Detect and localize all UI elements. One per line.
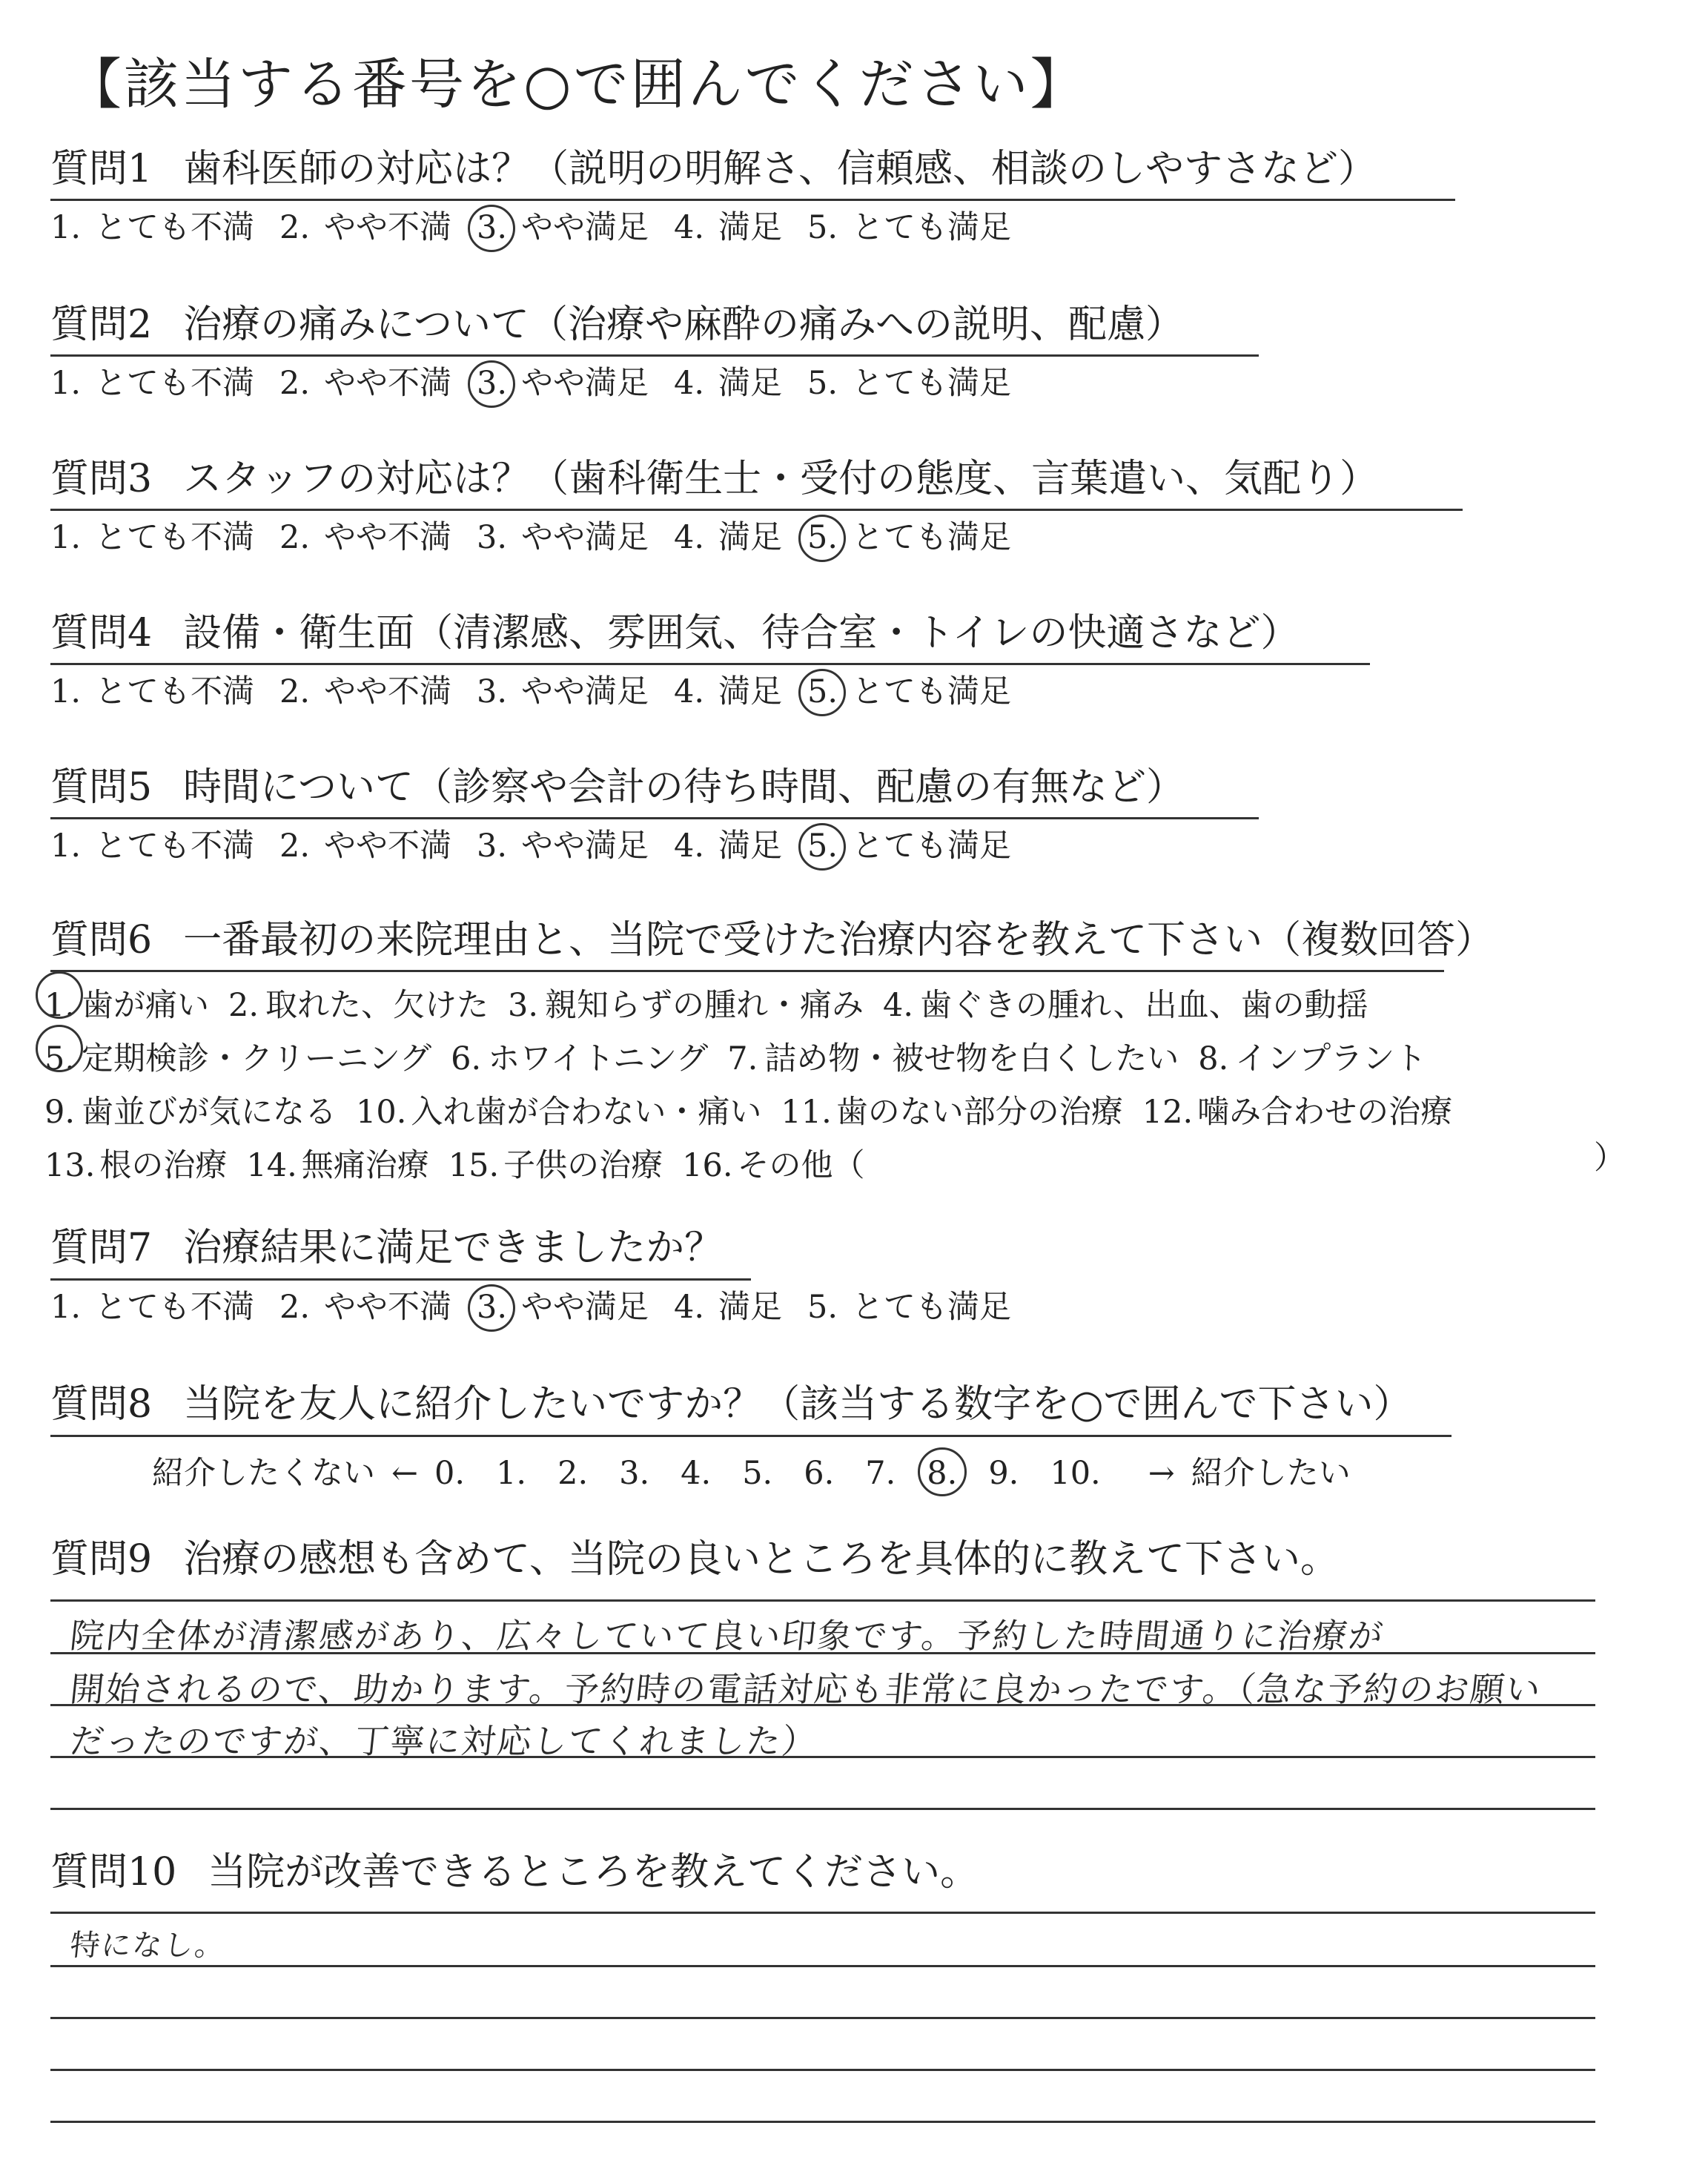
question-5-number: 質問5 (50, 765, 153, 810)
q2-option-number: 4. (674, 365, 705, 402)
question-7-choices (50, 1289, 1036, 1326)
q6-option-number: 5. (44, 1032, 77, 1086)
left-arrow-icon: ← (391, 1455, 419, 1492)
q5-option-number: 4. (674, 828, 705, 865)
q9-answer-line-1: 院内全体が清潔感があり、広々していて良い印象です。予約した時間通りに治療が (67, 1616, 1386, 1656)
q6-option-number: 9. (44, 1094, 76, 1131)
question-9-title (50, 1539, 1339, 1581)
recommend-score-10[interactable]: 10. (1050, 1455, 1101, 1492)
q7-option-number: 4. (674, 1289, 705, 1326)
q3-option-label: とても不満 (95, 519, 254, 556)
q6-options-row-3 (44, 1086, 1472, 1139)
q9-rule-2 (50, 1704, 1595, 1706)
q7-option-number: 3. (477, 1292, 517, 1324)
q2-option-number: 1. (50, 365, 82, 402)
question-3-title (50, 458, 1378, 501)
q6-option-13[interactable] (44, 1139, 227, 1192)
q1-option-label: とても満足 (852, 209, 1011, 246)
q1-option-label: やや不満 (324, 209, 451, 246)
recommend-score-7[interactable]: 7. (865, 1455, 896, 1492)
q5-option-label: やや不満 (324, 828, 451, 865)
q6-option-number: 3. (508, 987, 539, 1024)
q2-option-label: やや満足 (521, 365, 649, 402)
question-3-underline (50, 509, 1463, 511)
q7-option-label: とても満足 (852, 1289, 1011, 1326)
question-1-text: 歯科医師の対応は？（説明の明解さ、信頼感、相談のしやすさなど） (183, 147, 1377, 191)
q3-option-label: 満足 (718, 519, 782, 556)
q2-option-number: 2. (279, 365, 311, 402)
q2-option-1[interactable] (50, 365, 254, 402)
q6-option-number: 4. (883, 987, 914, 1024)
question-6-options (44, 979, 1472, 1192)
question-6-text: 一番最初の来院理由と、当院で受けた治療内容を教えて下さい（複数回答） (183, 918, 1494, 962)
question-2-choices (50, 365, 1036, 402)
q5-option-label: やや満足 (521, 828, 649, 865)
q6-option-5[interactable] (44, 1032, 431, 1086)
right-arrow-icon: → (1148, 1455, 1175, 1492)
q6-option-2[interactable] (228, 979, 489, 1032)
q3-option-4[interactable] (674, 519, 782, 556)
q6-options-row-4 (44, 1139, 1472, 1192)
question-9-number: 質問9 (50, 1537, 153, 1582)
question-1-title (50, 148, 1377, 191)
q5-option-4[interactable] (674, 828, 782, 865)
question-7-number: 質問7 (50, 1226, 153, 1270)
q6-option-number: 12. (1142, 1094, 1194, 1131)
q6-option-number: 8. (1198, 1040, 1229, 1077)
q6-option-number: 16. (682, 1147, 733, 1184)
q9-answer-line-2: 開始されるので、助かります。予約時の電話対応も非常に良かったです。（急な予約のお願い (67, 1669, 1544, 1709)
question-6-number: 質問6 (50, 918, 153, 962)
recommend-right-label: 紹介したい (1191, 1455, 1351, 1492)
q3-option-1[interactable] (50, 519, 254, 556)
question-8-text: 当院を友人に紹介したいですか？（該当する数字を○で囲んで下さい） (183, 1382, 1412, 1427)
question-8-title (50, 1384, 1411, 1426)
q10-rule-4 (50, 2121, 1595, 2123)
q6-options-row-1 (44, 979, 1472, 1032)
q6-option-15[interactable] (448, 1139, 663, 1192)
q9-rule-4 (50, 1808, 1595, 1810)
q10-rule-2 (50, 2017, 1595, 2019)
q7-option-label: 満足 (718, 1289, 782, 1326)
q3-option-3[interactable] (477, 519, 649, 556)
q2-option-label: 満足 (718, 365, 782, 402)
question-4-number: 質問4 (50, 611, 153, 655)
q1-option-label: やや満足 (521, 209, 649, 246)
question-4-title (50, 612, 1300, 655)
q6-other-close-paren: ） (1594, 1140, 1626, 1177)
question-4-text: 設備・衛生面（清潔感、雰囲気、待合室・トイレの快適さなど） (183, 611, 1300, 655)
recommend-score-3[interactable]: 3. (619, 1455, 650, 1492)
q5-option-number: 5. (807, 830, 847, 862)
q4-option-3[interactable] (477, 673, 649, 710)
q6-option-6[interactable] (451, 1032, 708, 1086)
question-2-number: 質問2 (50, 303, 153, 347)
q7-option-3[interactable] (477, 1289, 649, 1326)
q1-option-3[interactable] (477, 209, 649, 246)
q3-option-label: やや満足 (521, 519, 649, 556)
q3-option-number: 1. (50, 519, 82, 556)
q7-option-2[interactable] (279, 1289, 451, 1326)
q6-option-label: 入れ歯が合わない・痛い (411, 1094, 762, 1131)
q1-option-number: 5. (807, 209, 838, 246)
q6-option-label: 親知らずの腫れ・痛み (545, 987, 864, 1024)
q7-option-number: 2. (279, 1289, 311, 1326)
page-heading: 【該当する番号を○で囲んでください】 (67, 53, 1088, 116)
q6-options-row-2 (44, 1032, 1472, 1086)
q6-option-label: 歯が痛い (82, 987, 209, 1024)
q6-option-label: ホワイトニング (488, 1040, 709, 1077)
question-8-underline (50, 1435, 1452, 1437)
recommend-score-2[interactable]: 2. (557, 1455, 589, 1492)
q1-option-label: 満足 (718, 209, 782, 246)
q6-option-3[interactable] (508, 979, 864, 1032)
question-1-number: 質問1 (50, 147, 153, 191)
q4-option-5[interactable] (807, 673, 1011, 710)
q9-rule-1 (50, 1652, 1595, 1654)
q6-option-9[interactable] (44, 1086, 337, 1139)
q6-option-number: 15. (448, 1147, 500, 1184)
q6-option-number: 1. (44, 979, 77, 1032)
q1-option-label: とても不満 (95, 209, 254, 246)
question-10-text: 当院が改善できるところを教えてください。 (208, 1850, 979, 1895)
question-2-title (50, 304, 1184, 346)
q7-option-4[interactable] (674, 1289, 782, 1326)
q10-rule-0 (50, 1912, 1595, 1914)
q1-option-number: 4. (674, 209, 705, 246)
q4-option-label: とても不満 (95, 673, 254, 710)
q4-option-1[interactable] (50, 673, 254, 710)
q10-answer-line-1: 特になし。 (68, 1929, 228, 1963)
q6-option-12[interactable] (1142, 1086, 1452, 1139)
q5-option-label: とても不満 (95, 828, 254, 865)
question-4-choices (50, 673, 1036, 710)
q3-option-number: 3. (477, 519, 508, 556)
q6-option-11[interactable] (781, 1086, 1122, 1139)
q6-option-label: 子供の治療 (503, 1147, 663, 1184)
recommend-score-6[interactable]: 6. (804, 1455, 835, 1492)
q2-option-number: 5. (807, 365, 838, 402)
q2-option-3[interactable] (477, 365, 649, 402)
question-3-choices (50, 519, 1036, 556)
recommend-score-8[interactable]: 8. (927, 1455, 958, 1492)
q2-option-label: とても不満 (95, 365, 254, 402)
q3-option-label: とても満足 (852, 519, 1011, 556)
q10-rule-1 (50, 1965, 1595, 1967)
q1-option-5[interactable] (807, 209, 1011, 246)
q1-option-2[interactable] (279, 209, 451, 246)
q9-answer-line-3: だったのですが、丁寧に対応してくれました） (67, 1721, 820, 1761)
q3-option-label: やや不満 (324, 519, 451, 556)
question-7-underline (50, 1278, 751, 1281)
recommend-score-9[interactable]: 9. (988, 1455, 1019, 1492)
question-5-text: 時間について（診察や会計の待ち時間、配慮の有無など） (183, 765, 1185, 810)
question-3-number: 質問3 (50, 457, 153, 501)
q6-option-label: その他（ (737, 1147, 865, 1184)
q7-option-number: 1. (50, 1289, 82, 1326)
question-1-choices (50, 209, 1036, 246)
recommend-scale (152, 1448, 1351, 1493)
question-5-title (50, 767, 1185, 809)
q3-option-2[interactable] (279, 519, 451, 556)
q9-rule-3 (50, 1756, 1595, 1758)
q6-option-label: 取れた、欠けた (265, 987, 489, 1024)
q6-option-4[interactable] (883, 979, 1368, 1032)
q5-option-number: 1. (50, 828, 82, 865)
q3-option-number: 4. (674, 519, 705, 556)
q4-option-2[interactable] (279, 673, 451, 710)
q4-option-label: とても満足 (852, 673, 1011, 710)
question-7-text: 治療結果に満足できましたか？ (183, 1226, 724, 1270)
q5-option-number: 2. (279, 828, 311, 865)
q6-option-16[interactable] (682, 1139, 864, 1192)
q6-option-label: インプラント (1235, 1040, 1427, 1077)
q6-option-7[interactable] (727, 1032, 1179, 1086)
q6-option-number: 13. (44, 1147, 96, 1184)
q1-option-1[interactable] (50, 209, 254, 246)
question-3-text: スタッフの対応は？（歯科衛生士・受付の態度、言葉遣い、気配り） (183, 457, 1379, 501)
question-2-text: 治療の痛みについて（治療や麻酔の痛みへの説明、配慮） (183, 303, 1185, 347)
q7-option-5[interactable] (807, 1289, 1011, 1326)
q6-option-number: 6. (451, 1040, 482, 1077)
q1-option-4[interactable] (674, 209, 782, 246)
q4-option-label: 満足 (718, 673, 782, 710)
recommend-score-5[interactable]: 5. (742, 1455, 773, 1492)
question-6-underline (50, 970, 1444, 972)
question-10-title (50, 1852, 979, 1894)
q10-rule-3 (50, 2069, 1595, 2071)
q4-option-number: 1. (50, 673, 82, 710)
q6-option-label: 歯ぐきの腫れ、出血、歯の動揺 (920, 987, 1368, 1024)
q5-option-label: とても満足 (852, 828, 1011, 865)
q5-option-5[interactable] (807, 828, 1011, 865)
q4-option-number: 2. (279, 673, 311, 710)
question-4-underline (50, 663, 1370, 665)
recommend-left-label: 紹介したくない (152, 1455, 375, 1492)
q5-option-1[interactable] (50, 828, 254, 865)
q9-rule-0 (50, 1599, 1595, 1602)
q2-option-label: やや不満 (324, 365, 451, 402)
q4-option-4[interactable] (674, 673, 782, 710)
q6-option-number: 14. (246, 1147, 297, 1184)
q6-option-number: 10. (356, 1094, 407, 1131)
question-1-underline (50, 199, 1455, 201)
question-5-choices (50, 828, 1036, 865)
q5-option-number: 3. (477, 828, 508, 865)
recommend-score-0[interactable]: 0. (434, 1455, 466, 1492)
question-10-number: 質問10 (50, 1850, 177, 1895)
q5-option-3[interactable] (477, 828, 649, 865)
q1-option-number: 3. (477, 212, 517, 244)
q6-option-label: 歯並びが気になる (82, 1094, 337, 1131)
q6-option-14[interactable] (246, 1139, 428, 1192)
q2-option-2[interactable] (279, 365, 451, 402)
question-8-number: 質問8 (50, 1382, 153, 1427)
question-7-title (50, 1227, 723, 1269)
q2-option-label: とても満足 (852, 365, 1011, 402)
q5-option-2[interactable] (279, 828, 451, 865)
q6-option-10[interactable] (356, 1086, 761, 1139)
q7-option-1[interactable] (50, 1289, 254, 1326)
q6-option-label: 歯のない部分の治療 (835, 1094, 1123, 1131)
question-9-text: 治療の感想も含めて、当院の良いところを具体的に教えて下さい。 (183, 1537, 1340, 1582)
q3-option-number: 5. (807, 522, 847, 554)
q6-option-label: 根の治療 (99, 1147, 228, 1184)
q6-option-1[interactable] (44, 979, 209, 1032)
q6-option-number: 11. (781, 1094, 832, 1131)
question-2-underline (50, 354, 1259, 357)
q1-option-number: 2. (279, 209, 311, 246)
q3-option-5[interactable] (807, 519, 1011, 556)
q6-option-8[interactable] (1198, 1032, 1426, 1086)
q2-option-4[interactable] (674, 365, 782, 402)
q2-option-5[interactable] (807, 365, 1011, 402)
q6-option-number: 7. (727, 1040, 758, 1077)
q5-option-label: 満足 (718, 828, 782, 865)
recommend-score-4[interactable]: 4. (681, 1455, 712, 1492)
q1-option-number: 1. (50, 209, 82, 246)
q2-option-number: 3. (477, 368, 517, 400)
recommend-score-1[interactable]: 1. (496, 1455, 527, 1492)
q6-option-number: 2. (228, 987, 259, 1024)
q7-option-label: とても不満 (95, 1289, 254, 1326)
q7-option-label: やや満足 (521, 1289, 649, 1326)
q4-option-label: やや満足 (521, 673, 649, 710)
question-5-underline (50, 817, 1259, 819)
q6-option-label: 噛み合わせの治療 (1197, 1094, 1453, 1131)
q4-option-label: やや不満 (324, 673, 451, 710)
question-6-title (50, 919, 1494, 962)
q6-option-label: 詰め物・被せ物を白くしたい (764, 1040, 1179, 1077)
q4-option-number: 3. (477, 673, 508, 710)
q4-option-number: 4. (674, 673, 705, 710)
q7-option-label: やや不満 (324, 1289, 451, 1326)
q4-option-number: 5. (807, 676, 847, 708)
q7-option-number: 5. (807, 1289, 838, 1326)
q3-option-number: 2. (279, 519, 311, 556)
q6-option-label: 無痛治療 (301, 1147, 429, 1184)
q6-option-label: 定期検診・クリーニング (82, 1040, 432, 1077)
